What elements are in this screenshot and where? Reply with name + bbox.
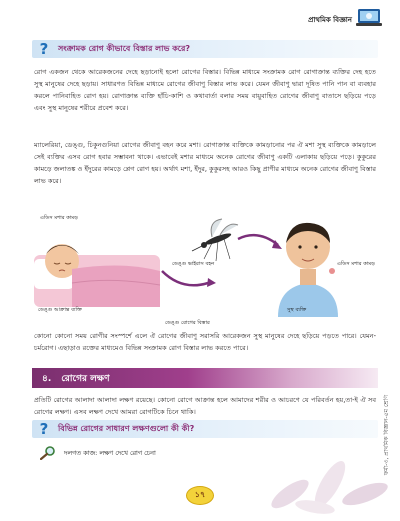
magnifier-icon (40, 446, 56, 460)
decorative-leaves-icon (260, 439, 390, 517)
group-task (40, 446, 156, 460)
paragraph-contact: কোনো কোনো সময় রোগীর সংস্পর্শে এলে ঐ রোগের জীবাণু সরাসরি আরেকজন সুস্থ মানুষের দেহে ছড়িয়ে পড়তে পারে। যেমন- চর্মরোগ। এছাড়াও রক্তের মাধ্যমেও বিভিন্ন সংক্রামক রোগ বিস্তার লাভ করতে পারে। (34, 332, 376, 352)
question-text: বিভিন্ন রোগের সাধারণ লক্ষণগুলো কী কী? (58, 423, 195, 433)
question-banner-symptoms (32, 420, 378, 438)
section-heading (32, 368, 378, 388)
header-section-label: প্রাথমিক বিজ্ঞান (308, 16, 352, 24)
label-healthy: সুস্থ ব্যক্তি (287, 307, 307, 313)
healthy-person-figure (278, 223, 338, 317)
paragraph-mosquito: ম্যালেরিয়া, ডেঙ্গু, চিকুনগুনিয়া রোগের জীবাণু বহন করে মশা। রোগাক্রান্ত ব্যক্তিকে কামড়ানোর পর ঐ মশা সুস্থ ব্যক্তিকে কামড়ালে সেই ব্যক্তির এসব রোগ হবার সম্ভাবনা থাকে। এভাবেই মশার মাধ্যমে অনেক রোগের জীবাণু একটি এলাকায় ছড়িয়ে পড়ে। কুকুরের কামড়ে জলাতঙ্ক ও ইঁদুরের কামড়ে প্লেগ রোগ হয়। অর্থাৎ মশা, ইঁদুর, কুকুরসহ আরও কিছু প্রাণীর মাধ্যমে অনেক রোগের জীবাণু বিস্তার লাভ করে। (34, 141, 376, 185)
question-banner-spread (32, 40, 378, 58)
question-mark-icon: ? (39, 40, 49, 58)
book-laptop-icon (356, 6, 384, 28)
mosquito-figure (192, 219, 238, 261)
label-virus-carrier: ডেঙ্গু ভাইরাস বহন (172, 261, 215, 267)
illustration-caption: ডেঙ্গু রোগের বিস্তার (165, 320, 210, 326)
question-mark-icon: ? (39, 420, 49, 438)
page-number-badge: ১৭ (186, 486, 214, 505)
illustration-drawing (32, 199, 378, 317)
paragraph-spread-intro: রোগ একজন থেকে আরেকজনের দেহে ছড়ানোই হলো রোগের বিস্তার। বিভিন্ন মাধ্যমে সংক্রামক রোগ রোগাক্রান্ত ব্যক্তির দেহ হতে সুস্থ মানুষের দেহে ছড়ায়। সাধারণত বিভিন্ন মাধ্যমে রোগের জীবাণু বিস্তার লাভ করে। যেমন জীবাণু দ্বারা দূষিত পানি পান বা ব্যবহার করলে পানিবাহিত রোগ হয়। রোগাক্রান্ত ব্যক্তি হাঁচি-কাশি ও কথাবার্তা বলার সময় বায়ুবাহিত রোগের জীবাণু বাতাসে ছড়িয়ে পড়ে এবং সুস্থ মানুষের শরীরে প্রবেশ করে। (34, 68, 376, 112)
section-title: রোগের লক্ষণ (61, 373, 110, 384)
side-margin-label: ফর্মা-৩, প্রাথমিক বিজ্ঞান-৫ম শ্রেণি (383, 395, 390, 476)
section-number: ৪. (42, 373, 52, 384)
label-patient: ডেঙ্গু আক্রান্ত ব্যক্তি (38, 307, 83, 313)
label-bite-patient: এডিস মশার কামড় (40, 215, 78, 221)
label-bite-healthy: এডিস মশার কামড় (337, 261, 375, 267)
paragraph-symptoms: প্রতিটি রোগের আলাদা আলাদা লক্ষণ রয়েছে। কোনো রোগে আক্রান্ত হলে আমাদের শরীর ও আচরণে যে পরিবর্তন হয়,তা-ই ঐ সব রোগের লক্ষণ। এসব লক্ষণ দেখে আমরা রোগটিকে চিনে থাকি। (34, 396, 376, 416)
dengue-spread-illustration (32, 199, 378, 317)
group-task-text: দলগত কাজ: লক্ষণ দেখে রোগ চেনা (64, 448, 156, 457)
question-text: সংক্রামক রোগ কীভাবে বিস্তার লাভ করে? (58, 43, 191, 53)
sick-person-figure (34, 244, 160, 307)
